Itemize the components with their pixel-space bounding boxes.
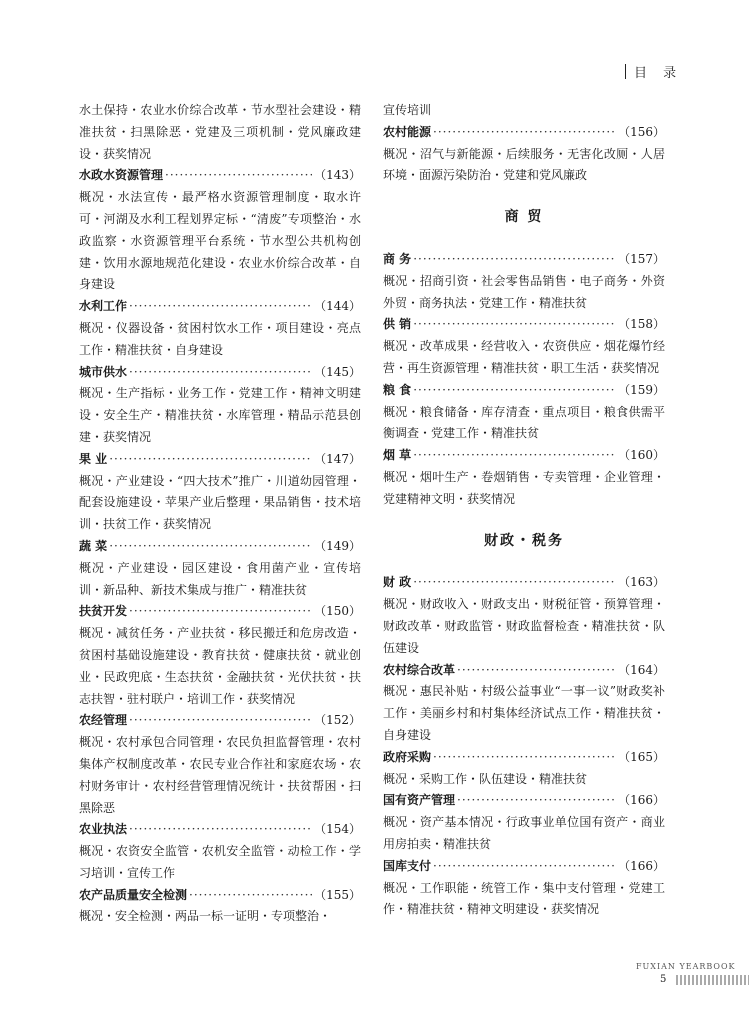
leader-dots — [129, 819, 312, 841]
entry-desc: 概况・改革成果・经营收入・农资供应・烟花爆竹经营・再生资源管理・精准扶贫・职工生活・获奖情况 — [383, 339, 665, 375]
entry-desc: 概况・仪器设备・贫困村饮水工作・项目建设・亮点工作・精准扶贫・自身建设 — [79, 320, 361, 357]
right-column — [383, 100, 665, 921]
entry-desc: 概况・资产基本情况・行政事业单位国有资产・商业用房拍卖・精准扶贫 — [383, 815, 665, 851]
leader-dots — [457, 790, 616, 812]
entry-page: （165） — [618, 749, 665, 764]
leader-dots — [413, 314, 616, 336]
entry-desc: 概况・减贫任务・产业扶贫・移民搬迁和危房改造・贫困村基础设施建设・教育扶贫・健康扶贫・就业创业・民政兜底・生态扶贫・金融扶贫・光伏扶贫・扶志扶智・驻村联户・培训工作・获奖情况 — [79, 626, 361, 706]
entry-desc: 概况・工作职能・统管工作・集中支付管理・党建工作・精准扶贫・精神文明建设・获奖情况 — [383, 880, 665, 917]
leader-dots — [129, 710, 312, 732]
leader-dots — [413, 572, 616, 594]
entry-desc: 概况・粮食储备・库存清查・重点项目・粮食供需平衡调查・党建工作・精准扶贫 — [383, 404, 665, 441]
entry-page: （149） — [314, 538, 361, 553]
entry-title[interactable]: 水利工作 — [79, 299, 128, 314]
toc-entry[interactable] — [79, 885, 361, 929]
leader-dots — [413, 380, 616, 402]
header-divider — [625, 64, 626, 79]
entry-title[interactable]: 农业执法 — [79, 822, 128, 837]
leader-dots — [413, 445, 616, 467]
leader-dots — [457, 660, 616, 682]
leader-dots — [129, 601, 312, 623]
toc-entry[interactable] — [79, 710, 361, 819]
toc-entry[interactable] — [79, 819, 361, 884]
toc-entry[interactable] — [383, 572, 665, 659]
entry-title[interactable]: 国库支付 — [383, 858, 432, 873]
entry-page: （159） — [618, 382, 665, 397]
toc-entry[interactable] — [79, 601, 361, 710]
toc-entry[interactable] — [383, 122, 665, 187]
toc-entry-continuation — [383, 100, 665, 122]
entry-page: （144） — [314, 299, 361, 314]
entry-desc: 概况・产业建设・园区建设・食用菌产业・宣传培训・新品种、新技术集成与推广・精准扶贫 — [79, 560, 361, 597]
entry-page: （164） — [618, 662, 665, 677]
toc-entry[interactable] — [79, 536, 361, 601]
entry-desc: 概况・采购工作・队伍建设・精准扶贫 — [383, 771, 588, 786]
leader-dots — [165, 165, 312, 187]
entry-desc: 概况・产业建设・“四大技术”推广・川道幼园管理・配套设施建设・苹果产业后整理・果品销售・技术培训・扶贫工作・获奖情况 — [79, 473, 361, 532]
entry-desc: 概况・沼气与新能源・后续服务・无害化改厕・人居环境・面源污染防治・党建和党风廉政 — [383, 146, 665, 183]
entry-page: （158） — [618, 317, 665, 332]
entry-title[interactable]: 农经管理 — [79, 713, 128, 728]
entry-page: （156） — [618, 124, 665, 139]
toc-entry[interactable] — [79, 362, 361, 449]
entry-title[interactable]: 城市供水 — [79, 364, 128, 379]
entry-page: （150） — [314, 604, 361, 619]
entry-desc: 概况・水法宣传・最严格水资源管理制度・取水许可・河湖及水利工程划界定标・“清废”专项整治・水政监察・水资源管理平台系统・节水型公共机构创建・饮用水源地规范化建设・农业水价综合改革・自身建设 — [79, 190, 361, 292]
entry-page: （160） — [618, 448, 665, 463]
toc-entry[interactable] — [383, 380, 665, 445]
section-title-trade: 商 贸 — [504, 209, 544, 226]
section-header — [625, 62, 682, 81]
leader-dots — [433, 856, 616, 878]
leader-dots — [433, 747, 616, 769]
toc-entry[interactable] — [383, 249, 665, 314]
footer-stripe — [676, 975, 749, 985]
leader-dots — [129, 362, 312, 384]
entry-desc: 概况・财政收入・财政支出・财税征管・预算管理・财政改革・财政监管・财政监督检查・精准扶贫・队伍建设 — [383, 597, 665, 655]
entry-title[interactable]: 农产品质量安全检测 — [79, 887, 188, 902]
toc-entry[interactable] — [383, 314, 665, 379]
toc-entry[interactable] — [383, 747, 665, 791]
entry-page: （143） — [314, 168, 361, 183]
entry-desc: 概况・烟叶生产・卷烟销售・专卖管理・企业管理・党建精神文明・获奖情况 — [383, 469, 665, 506]
entry-title[interactable]: 商 务 — [383, 251, 412, 266]
entry-desc: 概况・招商引资・社会零售品销售・电子商务・外资外贸・商务执法・党建工作・精准扶贫 — [383, 273, 665, 310]
entry-title[interactable]: 果 业 — [79, 451, 108, 466]
entry-desc: 概况・生产指标・业务工作・党建工作・精神文明建设・安全生产・精准扶贫・水库管理・精品示范县创建・获奖情况 — [79, 386, 361, 444]
entry-title[interactable]: 蔬 菜 — [79, 538, 108, 553]
entry-page: （154） — [314, 822, 361, 837]
entry-page: （163） — [618, 575, 665, 590]
toc-entry[interactable] — [79, 449, 361, 536]
entry-page: （147） — [314, 451, 361, 466]
entry-page: （152） — [314, 713, 361, 728]
section-title-finance: 财政・税务 — [484, 532, 564, 549]
toc-entry[interactable] — [79, 296, 361, 361]
entry-title[interactable]: 财 政 — [383, 575, 412, 590]
toc-entry[interactable] — [79, 165, 361, 296]
entry-title[interactable]: 烟 草 — [383, 448, 412, 463]
entry-title[interactable]: 农村综合改革 — [383, 662, 456, 677]
leader-dots — [433, 122, 616, 144]
yearbook-label: FUXIAN YEARBOOK — [636, 962, 736, 971]
entry-desc: 宣传培训 — [383, 103, 432, 117]
toc-entry[interactable] — [383, 856, 665, 921]
leader-dots — [109, 536, 312, 558]
page-footer — [636, 962, 736, 985]
entry-desc: 概况・惠民补贴・村级公益事业“一事一议”财政奖补工作・美丽乡村和村集体经济试点工作・精准扶贫・自身建设 — [383, 684, 665, 742]
leader-dots — [129, 296, 312, 318]
leader-dots — [109, 449, 312, 471]
entry-title[interactable]: 政府采购 — [383, 749, 432, 764]
entry-title[interactable]: 扶贫开发 — [79, 604, 128, 619]
entry-title[interactable]: 农村能源 — [383, 124, 432, 139]
entry-title[interactable]: 国有资产管理 — [383, 793, 456, 808]
entry-page: （166） — [618, 858, 665, 873]
header-label: 目 录 — [634, 66, 683, 81]
entry-page: （145） — [314, 364, 361, 379]
entry-desc: 概况・安全检测・两品一标一证明・专项整治・ — [79, 909, 332, 924]
entry-page: （155） — [314, 887, 361, 902]
entry-page: （166） — [618, 793, 665, 808]
toc-entry[interactable] — [383, 445, 665, 510]
entry-desc: 概况・农村承包合同管理・农民负担监督管理・农村集体产权制度改革・农民专业合作社和家庭农场・农村财务审计・农村经营管理情况统计・扶贫帮困・扫黑除恶 — [79, 735, 361, 815]
leader-dots — [413, 249, 616, 271]
entry-desc: 概况・农资安全监管・农机安全监管・动检工作・学习培训・宣传工作 — [79, 844, 361, 880]
toc-entry[interactable] — [383, 790, 665, 855]
entry-desc: 水土保持・农业水价综合改革・节水型社会建设・精准扶贫・扫黑除恶・党建及三项机制・党风廉政建设・获奖情况 — [79, 103, 361, 161]
toc-entry[interactable] — [383, 660, 665, 747]
entry-title[interactable]: 供 销 — [383, 317, 412, 332]
toc-entry-continuation — [79, 100, 361, 165]
entry-page: （157） — [618, 251, 665, 266]
left-column — [79, 100, 361, 928]
entry-title[interactable]: 水政水资源管理 — [79, 168, 164, 183]
page-number: 5 — [660, 974, 668, 985]
leader-dots — [189, 885, 312, 907]
entry-title[interactable]: 粮 食 — [383, 382, 412, 397]
